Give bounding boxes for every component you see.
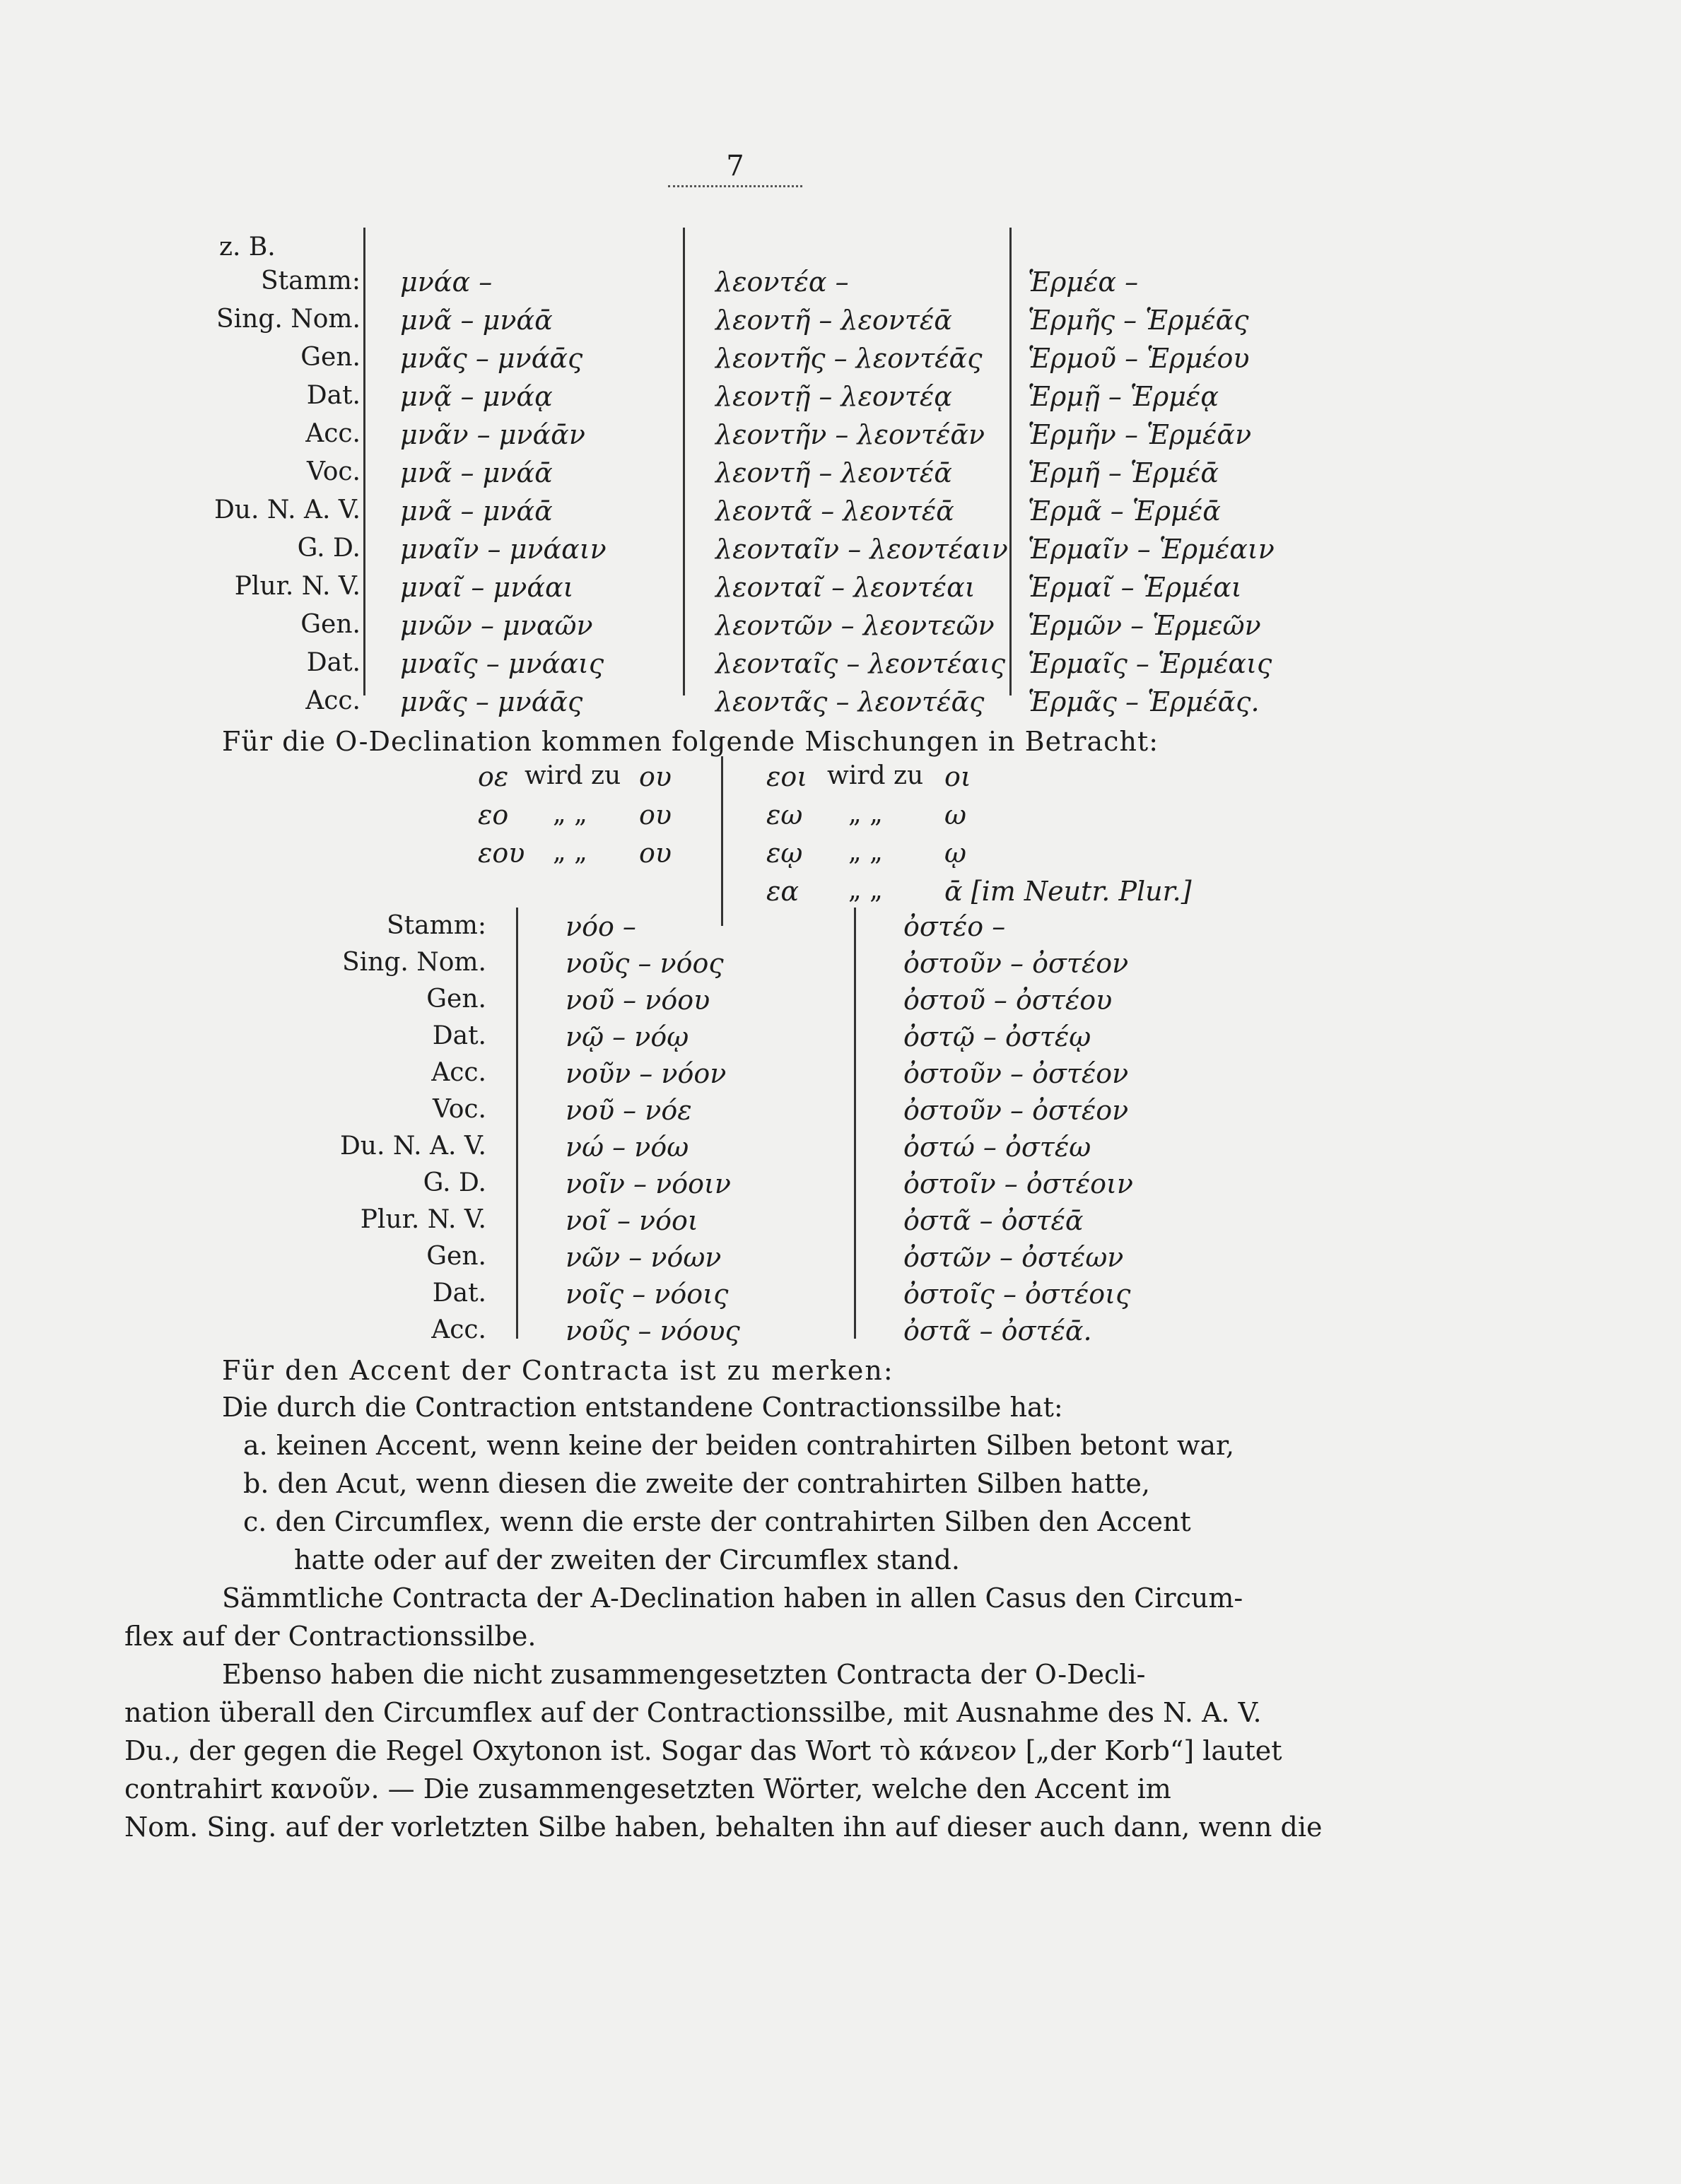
case-label: Sing. Nom. <box>341 948 486 977</box>
text-line: hatte oder auf der zweiten der Circumflex stand. <box>294 1544 960 1575</box>
text-line: Sämmtliche Contracta der A-Declination haben in allen Casus den Circum- <box>222 1583 1243 1614</box>
case-label: Gen. <box>300 610 361 639</box>
mixture-from: εο <box>478 799 509 830</box>
case-label: Acc. <box>431 1058 486 1087</box>
page-number: 7 <box>726 150 744 182</box>
o-declination-heading: Für die O-Declination kommen folgende Mischungen in Betracht: <box>222 726 1159 757</box>
form-cell: νοῦς – νόους <box>566 1315 740 1346</box>
form-cell: νοῦν – νόον <box>566 1058 727 1089</box>
mixture-to: ου <box>639 761 672 792</box>
form-cell: λεοντῆς – λεοντέᾱς <box>715 343 983 374</box>
case-label: Dat. <box>306 381 361 410</box>
form-cell: Ἑρμᾶ – Ἑρμέᾱ <box>1028 495 1221 527</box>
example-label: z. B. <box>219 233 276 262</box>
form-cell: ὀστᾶ – ὀστέᾱ. <box>903 1315 1092 1346</box>
form-cell: λεονταῖν – λεοντέαιν <box>715 534 1008 565</box>
form-cell: λεοντέα – <box>715 266 849 298</box>
mixture-mid: „ „ <box>848 799 883 828</box>
mixture-mid: „ „ <box>848 838 883 867</box>
form-cell: Ἑρμαῖς – Ἑρμέαις <box>1028 648 1272 679</box>
mixture-mid: „ „ <box>848 876 883 905</box>
case-label: Gen. <box>426 985 486 1014</box>
mixture-mid: wird zu <box>525 761 621 790</box>
form-cell: νόο – <box>566 911 636 942</box>
form-cell: Ἑρμῆς – Ἑρμέᾱς <box>1028 305 1249 336</box>
form-cell: λεοντᾶς – λεοντέᾱς <box>715 686 985 717</box>
mixture-from: εοι <box>766 761 808 792</box>
text-line: Ebenso haben die nicht zusammengesetzten Contracta der O-Decli- <box>222 1659 1146 1690</box>
text-line: Die durch die Contraction entstandene Contractionssilbe hat: <box>222 1392 1063 1423</box>
form-cell: Ἑρμαῖ – Ἑρμέαι <box>1028 572 1242 603</box>
mixture-mid: wird zu <box>827 761 924 790</box>
form-cell: ὀστοῦ – ὀστέου <box>903 985 1113 1016</box>
form-cell: Ἑρμοῦ – Ἑρμέου <box>1028 343 1250 374</box>
table-divider <box>1009 228 1012 695</box>
form-cell: νοῦ – νόου <box>566 985 710 1016</box>
text-line: Für den Accent der Contracta ist zu merken: <box>222 1355 894 1386</box>
text-line: contrahirt κανοῦν. — Die zusammengesetzten Wörter, welche den Accent im <box>124 1773 1171 1804</box>
form-cell: νοῖ – νόοι <box>566 1205 698 1236</box>
case-label: Stamm: <box>261 266 361 295</box>
mixture-from: εου <box>478 838 525 869</box>
form-cell: λεονταῖ – λεοντέαι <box>715 572 976 603</box>
case-label: Sing. Nom. <box>216 305 361 334</box>
mixture-to: ου <box>639 838 672 869</box>
mixture-mid: „ „ <box>553 799 587 828</box>
form-cell: λεοντῶν – λεοντεῶν <box>715 610 995 641</box>
form-cell: Ἑρμῆ – Ἑρμέᾱ <box>1028 457 1219 488</box>
case-label: Dat. <box>432 1021 486 1050</box>
table-divider <box>854 908 856 1339</box>
text-line: a. keinen Accent, wenn keine der beiden contrahirten Silben betont war, <box>243 1430 1235 1461</box>
page-number-ornament <box>668 185 802 187</box>
form-cell: ὀστέο – <box>903 911 1006 942</box>
form-cell: ὀστοῖν – ὀστέοιν <box>903 1168 1133 1199</box>
case-label: Du. N. A. V. <box>213 495 361 524</box>
text-line: Du., der gegen die Regel Oxytonon ist. Sogar das Wort τὸ κάνεον [„der Korb“] lautet <box>124 1735 1282 1766</box>
case-label: Voc. <box>433 1095 486 1124</box>
form-cell: λεοντῆ – λεοντέᾱ <box>715 457 952 488</box>
form-cell: νοῦς – νόος <box>566 948 724 979</box>
case-label: Dat. <box>306 648 361 677</box>
case-label: Gen. <box>426 1242 486 1271</box>
form-cell: μνᾶς – μνάᾱς <box>400 686 583 717</box>
text-line: Nom. Sing. auf der vorletzten Silbe haben, behalten ihn auf dieser auch dann, wenn die <box>124 1812 1323 1843</box>
form-cell: Ἑρμαῖν – Ἑρμέαιν <box>1028 534 1275 565</box>
mixture-to: ῳ <box>944 838 966 869</box>
form-cell: νοῖν – νόοιν <box>566 1168 731 1199</box>
form-cell: μναῖν – μνάαιν <box>400 534 607 565</box>
form-cell: Ἑρμῶν – Ἑρμεῶν <box>1028 610 1261 641</box>
form-cell: ὀστοῦν – ὀστέον <box>903 1058 1129 1089</box>
form-cell: μνάα – <box>400 266 493 298</box>
table-divider <box>683 228 685 695</box>
form-cell: νοῖς – νόοις <box>566 1279 729 1310</box>
case-label: G. D. <box>297 534 361 563</box>
table-divider <box>516 908 518 1339</box>
form-cell: ὀστοῦν – ὀστέον <box>903 948 1129 979</box>
case-label: G. D. <box>423 1168 486 1197</box>
case-label: Acc. <box>431 1315 486 1344</box>
mixture-mid: „ „ <box>553 838 587 867</box>
form-cell: ὀστοῦν – ὀστέον <box>903 1095 1129 1126</box>
case-label: Dat. <box>432 1279 486 1308</box>
form-cell: Ἑρμῆν – Ἑρμέᾱν <box>1028 419 1252 450</box>
form-cell: λεοντῆν – λεοντέᾱν <box>715 419 985 450</box>
form-cell: μνῶν – μναῶν <box>400 610 593 641</box>
form-cell: μνᾷ – μνάᾳ <box>400 381 553 412</box>
text-line: c. den Circumflex, wenn die erste der contrahirten Silben den Accent <box>243 1506 1191 1537</box>
mixture-to: ω <box>944 799 966 830</box>
form-cell: ὀστῷ – ὀστέῳ <box>903 1021 1091 1052</box>
table-divider <box>363 228 365 695</box>
form-cell: λεονταῖς – λεοντέαις <box>715 648 1006 679</box>
form-cell: ὀστᾶ – ὀστέᾱ <box>903 1205 1084 1236</box>
case-label: Stamm: <box>387 911 486 940</box>
case-label: Acc. <box>305 419 361 448</box>
form-cell: Ἑρμᾶς – Ἑρμέᾱς. <box>1028 686 1260 717</box>
form-cell: μναῖς – μνάαις <box>400 648 604 679</box>
form-cell: μνᾶ – μνάᾱ <box>400 495 553 527</box>
mixture-to: οι <box>944 761 971 792</box>
mixture-to: ου <box>639 799 672 830</box>
case-label: Plur. N. V. <box>360 1205 486 1234</box>
mixture-from: εω <box>766 799 803 830</box>
case-label: Acc. <box>305 686 361 715</box>
text-line: b. den Acut, wenn diesen die zweite der contrahirten Silben hatte, <box>243 1468 1150 1499</box>
form-cell: μναῖ – μνάαι <box>400 572 574 603</box>
form-cell: ὀστώ – ὀστέω <box>903 1132 1091 1163</box>
text-line: flex auf der Contractionssilbe. <box>124 1621 537 1652</box>
form-cell: ὀστοῖς – ὀστέοις <box>903 1279 1131 1310</box>
form-cell: ὀστῶν – ὀστέων <box>903 1242 1124 1273</box>
form-cell: λεοντᾶ – λεοντέᾱ <box>715 495 954 527</box>
form-cell: λεοντῇ – λεοντέᾳ <box>715 381 952 412</box>
case-label: Plur. N. V. <box>234 572 361 601</box>
form-cell: νώ – νόω <box>566 1132 689 1163</box>
case-label: Voc. <box>307 457 361 486</box>
form-cell: νῷ – νόῳ <box>566 1021 689 1052</box>
form-cell: μνᾶ – μνάᾱ <box>400 305 553 336</box>
mixture-divider <box>721 756 723 926</box>
text-line: nation überall den Circumflex auf der Contractionssilbe, mit Ausnahme des N. A. V. <box>124 1697 1262 1728</box>
form-cell: λεοντῆ – λεοντέᾱ <box>715 305 952 336</box>
mixture-from: εα <box>766 876 800 907</box>
form-cell: Ἑρμέα – <box>1028 266 1139 298</box>
form-cell: νοῦ – νόε <box>566 1095 692 1126</box>
mixture-to: ᾱ [im Neutr. Plur.] <box>944 876 1192 907</box>
form-cell: νῶν – νόων <box>566 1242 722 1273</box>
form-cell: Ἑρμῇ – Ἑρμέᾳ <box>1028 381 1219 412</box>
form-cell: μνᾶς – μνάᾱς <box>400 343 583 374</box>
mixture-from: εῳ <box>766 838 803 869</box>
case-label: Gen. <box>300 343 361 372</box>
form-cell: μνᾶν – μνάᾱν <box>400 419 585 450</box>
case-label: Du. N. A. V. <box>339 1132 486 1161</box>
mixture-from: οε <box>478 761 509 792</box>
form-cell: μνᾶ – μνάᾱ <box>400 457 553 488</box>
